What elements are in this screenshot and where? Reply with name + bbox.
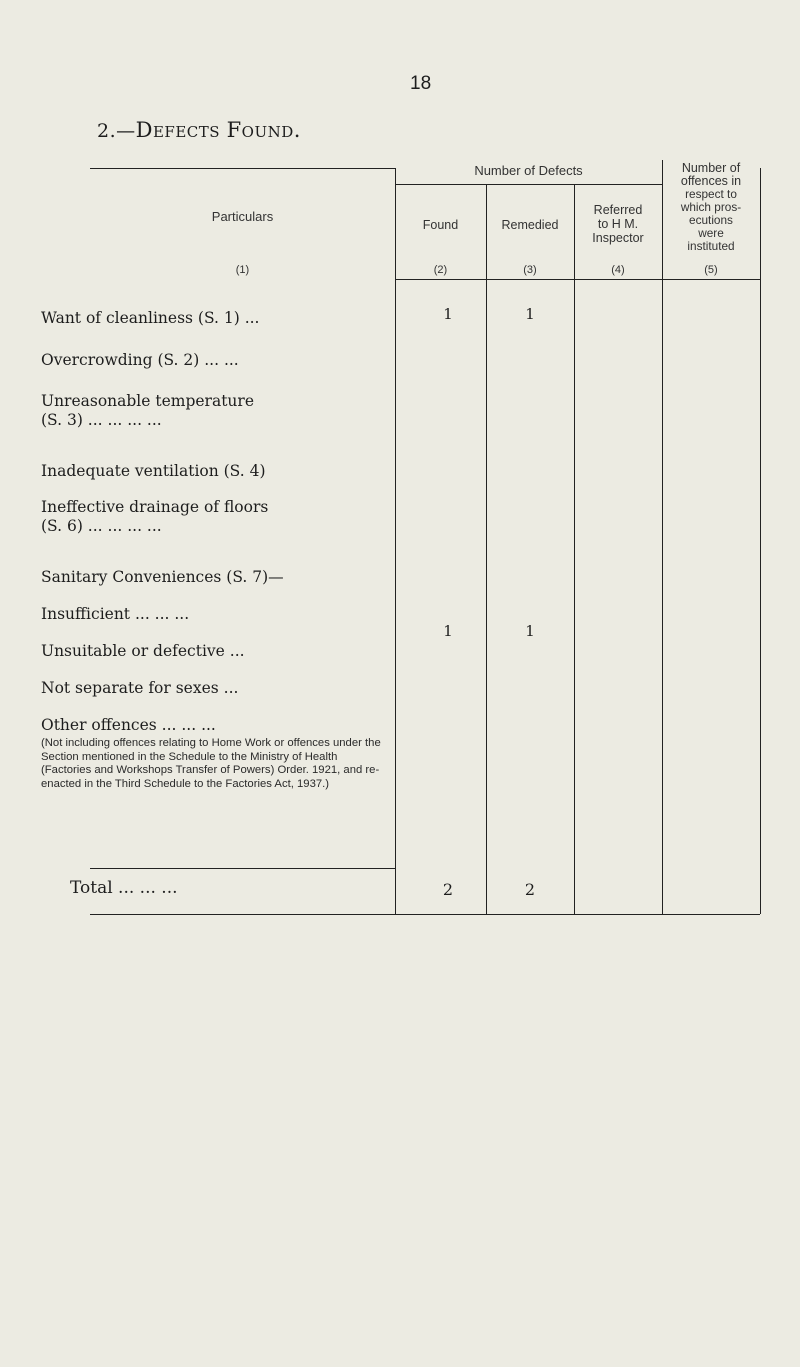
header-prosecutions-line5: ecutions (689, 213, 733, 227)
section-title-word2: Found. (226, 118, 301, 142)
other-offences-note: (Not including offences relating to Home Work or offences under the Section mentioned in the Schedule to the Ministry of Health (Factories and Workshops Transfer of Powers) Order. 1921, and re-enacted in the Third Schedule to the Factories Act, 1937.) (41, 737, 381, 791)
row-label-overcrowding: Overcrowding (S. 2) ... ... (41, 351, 239, 369)
section-number: 2. (97, 120, 117, 142)
total-label: Total ... ... ... (70, 878, 178, 898)
row-label-unsuitable: Unsuitable or defective ... (41, 642, 245, 660)
row-label-insufficient: Insufficient ... ... ... (41, 605, 190, 623)
cell-unsuitable-remedied: 1 (525, 622, 535, 640)
header-prosecutions-line1: Number of (681, 161, 741, 175)
cell-unsuitable-found: 1 (443, 622, 453, 640)
header-found: Found (422, 218, 459, 232)
header-referred-line2: to H M. (597, 217, 639, 231)
row-label-cleanliness: Want of cleanliness (S. 1) ... (41, 309, 260, 327)
header-prosecutions-line4: which pros- (680, 200, 742, 214)
header-prosecutions (662, 162, 760, 253)
header-prosecutions-line6: were (698, 226, 724, 240)
header-prosecutions-line3: respect to (685, 187, 737, 201)
col-number-5: (5) (704, 264, 718, 276)
header-referred-line3: Inspector (592, 231, 644, 245)
col-rule-2 (486, 184, 487, 914)
total-top-rule (90, 868, 395, 869)
col-number-2: (2) (433, 264, 448, 276)
total-remedied: 2 (524, 880, 536, 899)
table-bottom-rule (90, 914, 760, 915)
header-number-of-defects: Number of Defects (474, 163, 583, 178)
row-label-separate-sexes: Not separate for sexes ... (41, 679, 239, 697)
header-bottom-rule (395, 279, 760, 280)
section-title (97, 118, 301, 142)
section-dash: — (116, 120, 136, 142)
col-rule-1 (395, 168, 396, 914)
row-label-ventilation: Inadequate ventilation (S. 4) (41, 462, 266, 480)
col-number-3: (3) (523, 264, 537, 276)
header-referred-line1: Referred (593, 203, 643, 217)
header-prosecutions-line2: offences in (680, 174, 742, 188)
row-label-sanitary: Sanitary Conveniences (S. 7)— (41, 568, 284, 586)
row-label-temperature: Unreasonable temperature (41, 392, 254, 410)
total-found: 2 (442, 880, 454, 899)
cell-cleanliness-found: 1 (443, 305, 453, 323)
cell-cleanliness-remedied: 1 (525, 305, 535, 323)
section-title-word1: Defects (135, 118, 221, 142)
header-particulars: Particulars (211, 209, 274, 224)
row-label-other-offences: Other offences ... ... ... (41, 716, 216, 734)
row-label-temperature-cont: (S. 3) ... ... ... ... (41, 411, 162, 429)
header-remedied: Remedied (501, 218, 559, 232)
row-label-drainage-cont: (S. 6) ... ... ... ... (41, 517, 162, 535)
col-rule-3 (574, 184, 575, 914)
col-rule-5 (760, 168, 761, 914)
page-number: 18 (410, 73, 432, 94)
header-referred (574, 203, 662, 245)
col-number-4: (4) (611, 264, 625, 276)
defects-table (41, 160, 760, 920)
row-label-drainage: Ineffective drainage of floors (41, 498, 269, 516)
header-prosecutions-line7: instituted (687, 239, 735, 253)
group-header-rule (395, 184, 662, 185)
col-number-1: (1) (235, 264, 250, 276)
table-top-rule (90, 168, 395, 169)
